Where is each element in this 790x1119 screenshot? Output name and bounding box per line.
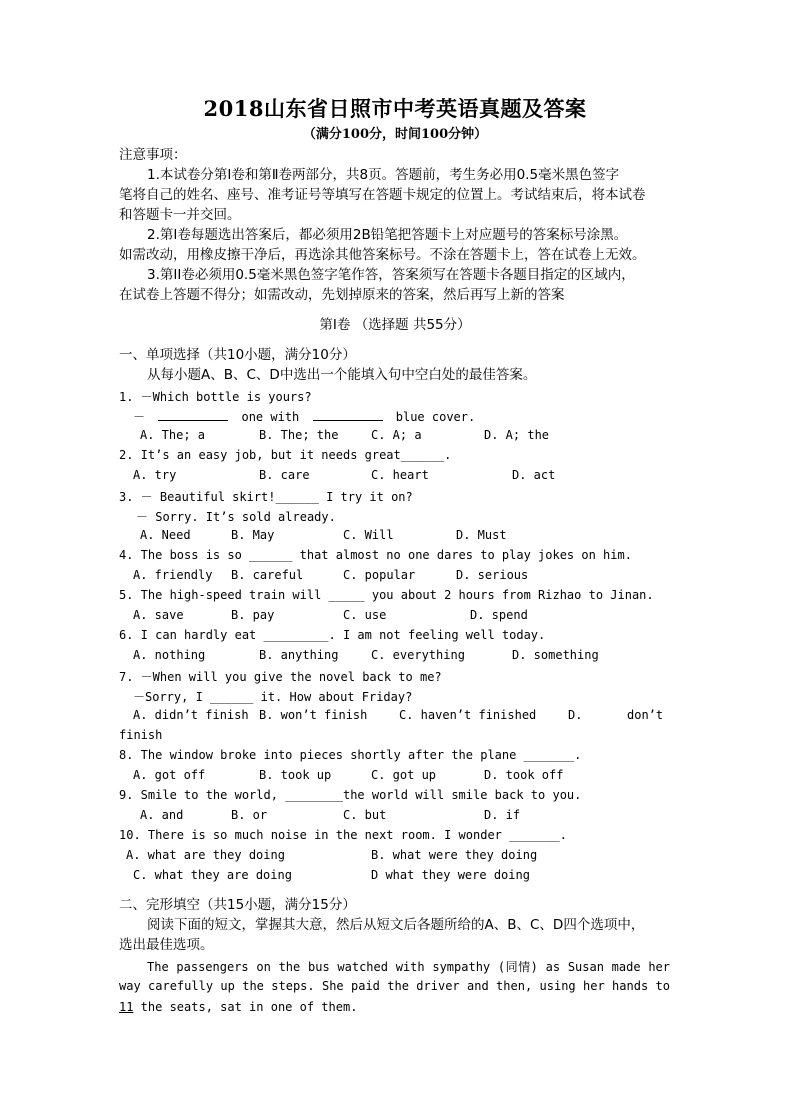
q3-option-c: C. Will (343, 528, 394, 542)
q1-option-c: C. A; a (371, 428, 422, 442)
blank (313, 419, 383, 421)
q7-option-a: A. didn’t finish (133, 708, 249, 722)
passage-line-1: The passengers on the bus watched with sympathy (同情) as Susan made her (147, 960, 670, 974)
q10-option-c: C. what they are doing (133, 868, 292, 882)
q5-option-c: C. use (343, 608, 387, 622)
q10-option-b: B. what were they doing (371, 848, 538, 862)
question-2: 2. It’s an easy job, but it needs great______. (119, 448, 452, 462)
part1-heading: 第Ⅰ卷 （选择题 共55分） (319, 317, 471, 333)
q7-option-c: C. haven’t finished (399, 708, 537, 722)
q7-option-d-cont: finish (119, 728, 163, 742)
question-4: 4. The boss is so ______ that almost no one dares to play jokes on him. (119, 548, 632, 562)
question-5: 5. The high-speed train will _____ you about 2 hours from Rizhao to Jinan. (119, 588, 654, 602)
q2-option-a: A. try (133, 468, 177, 482)
section2-title: 二、完形填空（共15小题，满分15分） (119, 897, 356, 913)
note-2-line-2: 如需改动，用橡皮擦干净后，再选涂其他答案标号。不涂在答题卡上，答在试卷上无效。 (119, 247, 646, 263)
q4-option-d: D. serious (456, 568, 529, 582)
q7-option-d-text: don’t (627, 708, 664, 722)
q9-option-d: D. if (484, 808, 521, 822)
q6-option-a: A. nothing (133, 648, 206, 662)
q8-option-c: C. got up (371, 768, 437, 782)
passage-line-3-text: the seats, sat in one of them. (133, 1000, 358, 1014)
question-6: 6. I can hardly eat _________. I am not feeling well today. (119, 628, 546, 642)
q1-text-mid: one with (241, 410, 300, 424)
q5-option-d: D. spend (470, 608, 528, 622)
q8-option-d: D. took off (484, 768, 564, 782)
note-3-line-1: 3.第II卷必须用0.5毫米黑色签字笔作答，答案须写在答题卡各题目指定的区域内， (147, 267, 635, 283)
q1-text-end: blue cover. (395, 410, 476, 424)
note-1-line-2: 笔将自己的姓名、座号、准考证号等填写在答题卡规定的位置上。考试结束后，将本试卷 (119, 187, 646, 203)
q4-option-a: A. friendly (133, 568, 213, 582)
question-10: 10. There is so much noise in the next room. I wonder _______. (119, 828, 567, 842)
question-9: 9. Smile to the world, ________the world will smile back to you. (119, 788, 582, 802)
q1-option-d: D. A; the (484, 428, 550, 442)
note-2-line-1: 2.第Ⅰ卷每题选出答案后，都必须用2B铅笔把答题卡上对应题号的答案标号涂黑。 (147, 227, 628, 243)
q1-option-b: B. The; the (259, 428, 339, 442)
question-3: 3. － Beautiful skirt!______ I try it on? (119, 490, 413, 504)
q9-option-c: C. but (343, 808, 387, 822)
notes-heading: 注意事项： (119, 147, 187, 163)
note-1-line-1: 1.本试卷分第Ⅰ卷和第Ⅱ卷两部分，共8页。答题前，考生务必用0.5毫米黑色签字 (147, 167, 620, 183)
q1-option-a: A. The; a (140, 428, 206, 442)
q2-option-b: B. care (259, 468, 310, 482)
q10-option-a: A. what are they doing (126, 848, 285, 862)
question-1: 1. －Which bottle is yours? (119, 390, 312, 404)
passage-line-2: way carefully up the steps. She paid the driver and then, using her hands to (119, 979, 670, 993)
q2-option-d: D. act (512, 468, 556, 482)
q6-option-d: D. something (512, 648, 599, 662)
question-1-line-2 (133, 408, 475, 425)
passage-line-3 (119, 1000, 357, 1014)
q4-option-b: B. careful (231, 568, 304, 582)
page-title: 2018山东省日照市中考英语真题及答案 (203, 96, 587, 121)
page-subtitle: （满分100分，时间100分钟） (302, 127, 488, 142)
q5-option-b: B. pay (231, 608, 275, 622)
section1-title: 一、单项选择（共10小题，满分10分） (119, 347, 356, 363)
blank (158, 419, 228, 421)
section2-instruction-line-2: 选出最佳选项。 (119, 937, 214, 953)
blank-number-11: 11 (119, 1000, 134, 1014)
q3-option-a: A. Need (140, 528, 191, 542)
question-7-reply: －Sorry, I ______ it. How about Friday? (133, 690, 413, 704)
q7-option-d-label: D. (568, 708, 583, 722)
q5-option-a: A. save (133, 608, 184, 622)
q2-option-c: C. heart (371, 468, 429, 482)
q4-option-c: C. popular (343, 568, 416, 582)
question-3-reply: － Sorry. It’s sold already. (136, 510, 336, 524)
q3-option-d: D. Must (456, 528, 507, 542)
section2-instruction-line-1: 阅读下面的短文，掌握其大意，然后从短文后各题所给的A、B、C、D四个选项中， (147, 917, 645, 933)
note-3-line-2: 在试卷上答题不得分；如需改动，先划掉原来的答案，然后再写上新的答案 (119, 287, 565, 303)
q8-option-a: A. got off (133, 768, 206, 782)
note-1-line-3: 和答题卡一并交回。 (119, 207, 241, 223)
q6-option-b: B. anything (259, 648, 339, 662)
q6-option-c: C. everything (371, 648, 465, 662)
question-7: 7. －When will you give the novel back to me? (119, 670, 442, 684)
q7-option-b: B. won’t finish (259, 708, 368, 722)
section1-instruction: 从每小题A、B、C、D中选出一个能填入句中空白处的最佳答案。 (147, 367, 537, 383)
q3-option-b: B. May (231, 528, 275, 542)
question-8: 8. The window broke into pieces shortly after the plane _______. (119, 748, 582, 762)
q8-option-b: B. took up (259, 768, 332, 782)
q9-option-b: B. or (231, 808, 268, 822)
q10-option-d: D what they were doing (371, 868, 530, 882)
dash: － (133, 410, 146, 424)
q9-option-a: A. and (140, 808, 184, 822)
